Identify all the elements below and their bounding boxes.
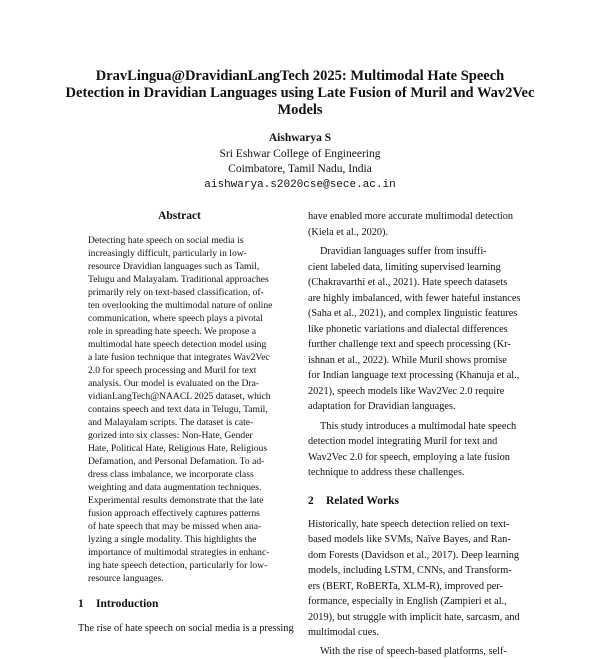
body-line: This study introduces a multimodal hate speech bbox=[308, 419, 530, 435]
abstract-line: Hate, Political Hate, Religious Hate, Religious bbox=[88, 442, 272, 455]
body-line: 2019), but struggle with implicit hate, sarcasm, and bbox=[308, 610, 530, 626]
left-column bbox=[78, 210, 281, 637]
abstract-line: resource languages. bbox=[88, 572, 272, 585]
abstract-line: 2.0 for speech processing and Muril for text bbox=[88, 364, 272, 377]
body-line: like phonetic variations and dialectal differences bbox=[308, 322, 530, 338]
abstract-line: lyzing a single modality. This highlights the bbox=[88, 533, 272, 546]
paragraph bbox=[308, 419, 530, 481]
body-line: multimodal cues. bbox=[308, 625, 530, 641]
author-email[interactable]: aishwarya.s2020cse@sece.ac.in bbox=[100, 178, 500, 194]
author-name: Aishwarya S bbox=[100, 131, 500, 147]
author-block bbox=[100, 131, 500, 193]
abstract-line: ten overlooking the multimodal nature of online bbox=[88, 299, 272, 312]
abstract-line: multimodal hate speech detection model using bbox=[88, 338, 272, 351]
abstract-line: a late fusion technique that integrates Wav2Vec bbox=[88, 351, 272, 364]
body-line: ers (BERT, RoBERTa, XLM-R), improved per- bbox=[308, 579, 530, 595]
abstract-line: Defamation, and Personal Defamation. To ad- bbox=[88, 455, 272, 468]
abstract-line: increasingly difficult, particularly in low- bbox=[88, 247, 272, 260]
paragraph bbox=[308, 517, 530, 641]
body-line: for Indian language text processing (Khanuja et al., bbox=[308, 368, 530, 384]
abstract-line: weighting and data augmentation techniques. bbox=[88, 481, 272, 494]
body-line: 2021), speech models like Wav2Vec 2.0 require bbox=[308, 384, 530, 400]
paragraph bbox=[308, 244, 530, 415]
section-number: 2 bbox=[308, 495, 326, 507]
body-line: (Kiela et al., 2020). bbox=[308, 225, 530, 241]
body-line: (Chakravarthi et al., 2021). Hate speech datasets bbox=[308, 275, 530, 291]
abstract-line: and Malayalam scripts. The dataset is cate- bbox=[88, 416, 272, 429]
author-location: Coimbatore, Tamil Nadu, India bbox=[100, 162, 500, 178]
body-line: cient labeled data, limiting supervised learning bbox=[308, 260, 530, 276]
abstract-line: importance of multimodal strategies in enhanc- bbox=[88, 546, 272, 559]
body-line: (Saha et al., 2021), and complex linguistic features bbox=[308, 306, 530, 322]
right-column bbox=[308, 209, 530, 659]
body-line: detection model integrating Muril for text and bbox=[308, 434, 530, 450]
author-affiliation: Sri Eshwar College of Engineering bbox=[100, 147, 500, 163]
abstract-line: Detecting hate speech on social media is bbox=[88, 234, 272, 247]
abstract-body bbox=[78, 234, 281, 585]
abstract-line: gorized into six classes: Non-Hate, Gender bbox=[88, 429, 272, 442]
body-line: Wav2Vec 2.0 for speech, employing a late fusion bbox=[308, 450, 530, 466]
body-line: adaptation for Dravidian languages. bbox=[308, 399, 530, 415]
title-line: Models bbox=[60, 102, 540, 119]
abstract-line: of hate speech that may be missed when ana- bbox=[88, 520, 272, 533]
abstract-heading: Abstract bbox=[78, 210, 281, 222]
title-line: Detection in Dravidian Languages using Late Fusion of Muril and Wav2Vec bbox=[60, 85, 540, 102]
body-line: technique to address these challenges. bbox=[308, 465, 530, 481]
abstract-line: fusion approach effectively captures patterns bbox=[88, 507, 272, 520]
abstract-line: dress class imbalance, we incorporate class bbox=[88, 468, 272, 481]
abstract-line: Experimental results demonstrate that the late bbox=[88, 494, 272, 507]
abstract-line: communication, where speech plays a pivotal bbox=[88, 312, 272, 325]
section-title: Introduction bbox=[96, 598, 158, 610]
paragraph bbox=[308, 209, 530, 240]
section-title: Related Works bbox=[326, 495, 399, 507]
abstract-line: role in spreading hate speech. We propose a bbox=[88, 325, 272, 338]
body-line: formance, especially in English (Zampieri et al., bbox=[308, 594, 530, 610]
abstract-line: contains speech and text data in Telugu, Tamil, bbox=[88, 403, 272, 416]
body-line: are highly imbalanced, with fewer hateful instances bbox=[308, 291, 530, 307]
body-line: dom Forests (Davidson et al., 2017). Deep learning bbox=[308, 548, 530, 564]
abstract-line: vidianLangTech@NAACL 2025 dataset, which bbox=[88, 390, 272, 403]
intro-first-line: The rise of hate speech on social media is a pressing bbox=[78, 621, 281, 637]
body-line: With the rise of speech-based platforms, self- bbox=[308, 644, 530, 659]
body-line: Dravidian languages suffer from insuffi- bbox=[308, 244, 530, 260]
body-line: further challenge text and speech processing (Kr- bbox=[308, 337, 530, 353]
body-line: models, including LSTM, CNNs, and Transform- bbox=[308, 563, 530, 579]
abstract-line: analysis. Our model is evaluated on the Dra- bbox=[88, 377, 272, 390]
body-line: based models like SVMs, Naïve Bayes, and Ran- bbox=[308, 532, 530, 548]
title-line: DravLingua@DravidianLangTech 2025: Multimodal Hate Speech bbox=[60, 68, 540, 85]
abstract-line: Telugu and Malayalam. Traditional approaches bbox=[88, 273, 272, 286]
body-line: Historically, hate speech detection relied on text- bbox=[308, 517, 530, 533]
section-number: 1 bbox=[78, 598, 96, 610]
abstract-line: resource Dravidian languages such as Tamil, bbox=[88, 260, 272, 273]
paper-title bbox=[60, 68, 540, 119]
section-heading-related-works bbox=[308, 495, 530, 507]
body-line: ishnan et al., 2022). While Muril shows promise bbox=[308, 353, 530, 369]
abstract-line: ing hate speech detection, particularly for low- bbox=[88, 559, 272, 572]
body-line: have enabled more accurate multimodal detection bbox=[308, 209, 530, 225]
abstract-line: primarily rely on text-based classification, of- bbox=[88, 286, 272, 299]
